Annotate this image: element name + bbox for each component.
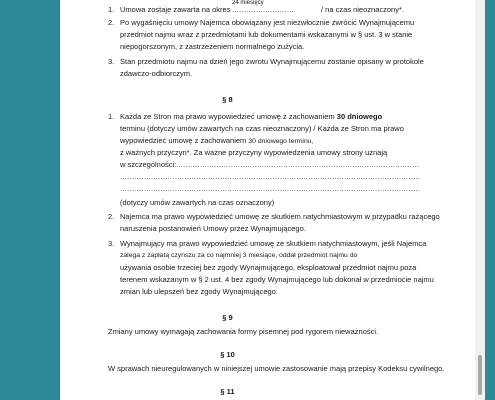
paragraph-text: zmian lub ulepszeń bez zgody Wynajmującego. <box>120 287 278 296</box>
paragraph-number: 1. <box>108 112 115 121</box>
blank-line: .............................................................................................................................. <box>120 184 421 193</box>
paragraph-number: 3. <box>108 239 115 248</box>
paragraph-text: niepogorszonym, z zastrzeżeniem normalnego zużycia. <box>120 42 305 51</box>
paragraph-text: Po wygaśnięciu umowy Najemca obowiązany jest niezwłocznie zwrócić Wynajmującemu <box>120 18 415 27</box>
paragraph-text: W sprawach nieuregulowanych w niniejszej umowie zastosowanie mają przepisy Kodeksu cywilnego. <box>108 364 445 373</box>
blank-line: .............................................................................................................................. <box>120 172 421 181</box>
paragraph-text: Wynajmujący ma prawo wypowiedzieć umowę ze skutkiem natychmiastowym, jeśli Najemca <box>120 239 427 248</box>
scrollbar-thumb[interactable] <box>478 355 482 395</box>
paragraph-text: terminu (dotyczy umów zawartych na czas nieoznaczony) / Każda ze Stron ma prawo <box>120 124 404 133</box>
paragraph-text: Umowa zostaje zawarta na okres <box>120 5 231 14</box>
paragraph-note: (dotyczy umów zawartych na czas oznaczony) <box>120 198 275 207</box>
paragraph-text: naruszenia postanowień Umowy przez Wynajmującego. <box>120 224 306 233</box>
paragraph-text: zalega z zapłatą czynszu za co najmniej 3 miesiące, oddał przedmiot najmu do <box>120 252 358 259</box>
section-heading: § 10 <box>220 350 235 359</box>
paragraph-text <box>120 135 313 147</box>
paragraph-number: 3. <box>108 57 115 66</box>
paragraph-text-part: wypowiedzieć umowę z zachowaniem <box>120 136 247 145</box>
vertical-scrollbar[interactable] <box>475 0 485 400</box>
paragraph-text: Stan przedmiotu najmu na dzień jego zwrotu Wynajmującemu zostanie opisany w protokole <box>120 57 424 66</box>
paragraph-text: w szczególności: <box>120 160 177 169</box>
blank-line: .......................... <box>232 5 294 14</box>
paragraph-text: terenem wskazanym w § 2 ust. 4 bez zgody Wynajmującego lub dokonał w przedmiocie najmu <box>120 275 434 284</box>
paragraph-number: 1. <box>108 5 115 14</box>
blank-line: ...................................................................................................... <box>176 160 420 169</box>
paragraph-text <box>120 111 382 122</box>
section-heading: § 9 <box>222 313 233 322</box>
paragraph-text: Najemca ma prawo wypowiedzieć umowę ze skutkiem natychmiastowym w przypadku rażącego <box>120 212 440 221</box>
paragraph-text: / na czas nieoznaczony*. <box>321 5 404 14</box>
section-heading: § 11 <box>220 387 235 396</box>
paragraph-text: przedmiot najmu wraz z przedmiotami lub dokumentami wskazanymi w § ust. 3 w stanie <box>120 30 413 39</box>
paragraph-text: z ważnych przyczyn*. Za ważne przyczyny wypowiedzenia umowy strony uznają <box>120 148 388 157</box>
handwritten-entry: 24 miesięcy <box>232 0 264 6</box>
document-page <box>60 0 485 400</box>
paragraph-text: zdawczo-odbiorczym. <box>120 69 193 78</box>
paragraph-number: 2. <box>108 212 115 221</box>
section-heading: § 8 <box>222 95 233 104</box>
paragraph-number: 2. <box>108 18 115 27</box>
notice-period-value: 30 dniowego terminu, <box>248 138 314 145</box>
paragraph-text: używania osobie trzeciej bez zgody Wynajmującego, eksploatował przedmiot najmu poza <box>120 263 417 272</box>
paragraph-text-part: Każda ze Stron ma prawo wypowiedzieć umowę z zachowaniem <box>120 112 335 121</box>
notice-period-value: 30 dniowego <box>336 112 383 121</box>
paragraph-text: Zmiany umowy wymagają zachowania formy pisemnej pod rygorem nieważności. <box>108 327 379 336</box>
